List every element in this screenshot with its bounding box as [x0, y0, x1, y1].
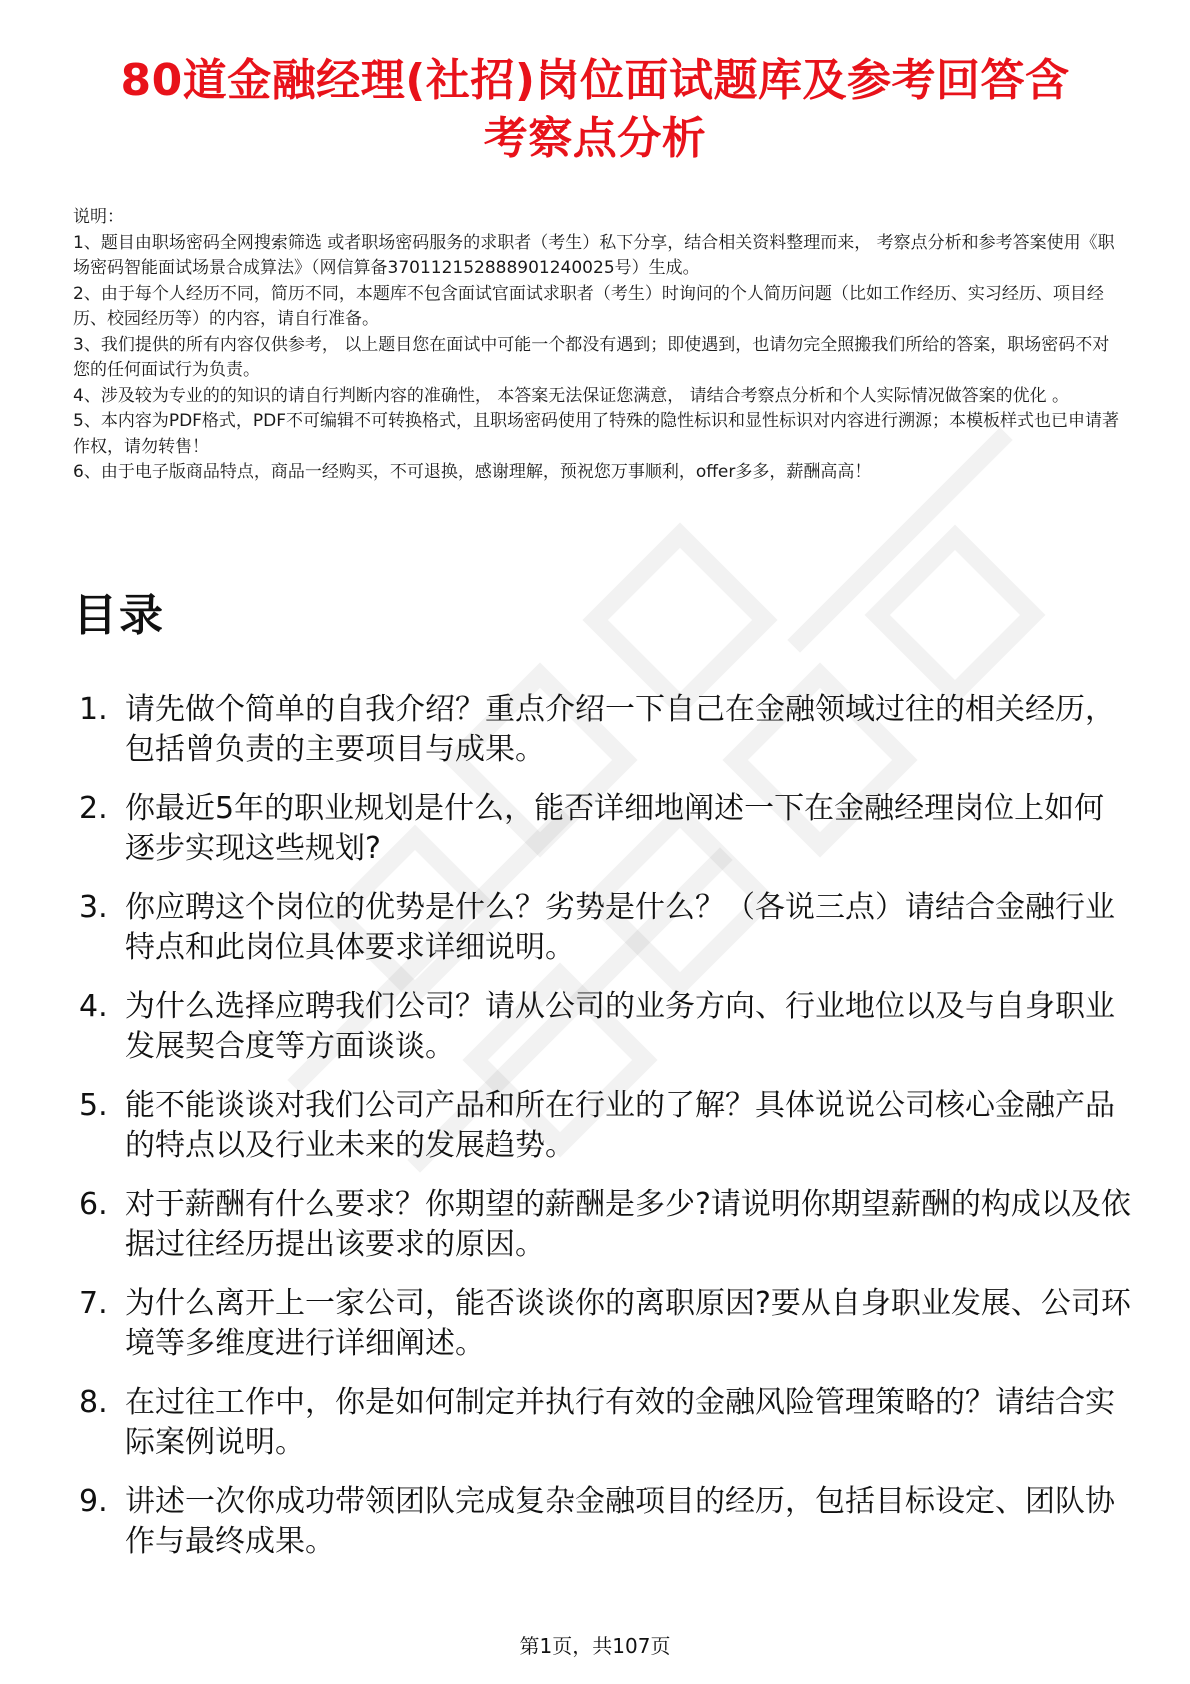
- question-text: 你最近5年的职业规划是什么，能否详细地阐述一下在金融经理岗位上如何逐步实现这些规划?: [125, 791, 1105, 866]
- instructions-section: [73, 205, 1123, 486]
- question-item: [73, 1383, 1133, 1463]
- question-list: [73, 690, 1133, 1581]
- question-text: 对于薪酬有什么要求？你期望的薪酬是多少?请说明你期望薪酬的构成以及依据过往经历提出该要求的原因。: [125, 1187, 1131, 1262]
- title-line-2: 考察点分析: [483, 113, 707, 164]
- note-item-4: 4、涉及较为专业的的知识的请自行判断内容的准确性， 本答案无法保证您满意， 请结合考察点分析和个人实际情况做答案的优化 。: [73, 385, 1070, 406]
- question-number: 4.: [79, 989, 108, 1024]
- question-number: 8.: [79, 1385, 108, 1420]
- question-item: [73, 1284, 1133, 1364]
- document-title: [60, 52, 1130, 168]
- question-item: [73, 789, 1133, 869]
- question-text: 为什么离开上一家公司，能否谈谈你的离职原因?要从自身职业发展、公司环境等多维度进行详细阐述。: [125, 1286, 1131, 1361]
- notes-heading: 说明：: [73, 207, 124, 227]
- note-item-5: 5、本内容为PDF格式，PDF不可编辑不可转换格式，且职场密码使用了特殊的隐性标识和显性标识对内容进行溯源；本模板样式也已申请著作权，请勿转售！: [73, 411, 1120, 457]
- question-number: 3.: [79, 890, 108, 925]
- note-item-2: 2、由于每个人经历不同，简历不同，本题库不包含面试官面试求职者（考生）时询问的个人简历问题（比如工作经历、实习经历、项目经历、校园经历等）的内容，请自行准备。: [73, 283, 1104, 329]
- question-text: 你应聘这个岗位的优势是什么？劣势是什么？（各说三点）请结合金融行业特点和此岗位具体要求详细说明。: [125, 890, 1115, 965]
- note-item-1: 1、题目由职场密码全网搜索筛选 或者职场密码服务的求职者（考生）私下分享，结合相关资料整理而来， 考察点分析和参考答案使用《职场密码智能面试场景合成算法》（网信算备370112152888901240025号）生成。: [73, 232, 1115, 278]
- question-number: 6.: [79, 1187, 108, 1222]
- toc-heading: 目录: [73, 590, 165, 641]
- title-line-1: 80道金融经理(社招)岗位面试题库及参考回答含: [120, 55, 1070, 106]
- question-text: 讲述一次你成功带领团队完成复杂金融项目的经历，包括目标设定、团队协作与最终成果。: [125, 1484, 1115, 1559]
- question-item: [73, 1185, 1133, 1265]
- question-item: [73, 1482, 1133, 1562]
- note-item-3: 3、我们提供的所有内容仅供参考， 以上题目您在面试中可能一个都没有遇到；即使遇到，也请勿完全照搬我们所给的答案，职场密码不对您的任何面试行为负责。: [73, 334, 1110, 380]
- question-text: 在过往工作中，你是如何制定并执行有效的金融风险管理策略的？请结合实际案例说明。: [125, 1385, 1115, 1460]
- question-number: 7.: [79, 1286, 108, 1321]
- question-item: [73, 1086, 1133, 1166]
- question-text: 为什么选择应聘我们公司？请从公司的业务方向、行业地位以及与自身职业发展契合度等方面谈谈。: [125, 989, 1115, 1064]
- question-number: 1.: [79, 692, 108, 727]
- page-footer: 第1页，共107页: [519, 1634, 671, 1658]
- question-item: [73, 987, 1133, 1067]
- question-text: 请先做个简单的自我介绍？重点介绍一下自己在金融领域过往的相关经历，包括曾负责的主要项目与成果。: [125, 692, 1115, 767]
- question-number: 2.: [79, 791, 108, 826]
- question-text: 能不能谈谈对我们公司产品和所在行业的了解？具体说说公司核心金融产品的特点以及行业未来的发展趋势。: [125, 1088, 1115, 1163]
- question-item: [73, 888, 1133, 968]
- question-number: 9.: [79, 1484, 108, 1519]
- note-item-6: 6、由于电子版商品特点，商品一经购买，不可退换，感谢理解，预祝您万事顺利，offer多多，薪酬高高！: [73, 462, 872, 482]
- question-number: 5.: [79, 1088, 108, 1123]
- question-item: [73, 690, 1133, 770]
